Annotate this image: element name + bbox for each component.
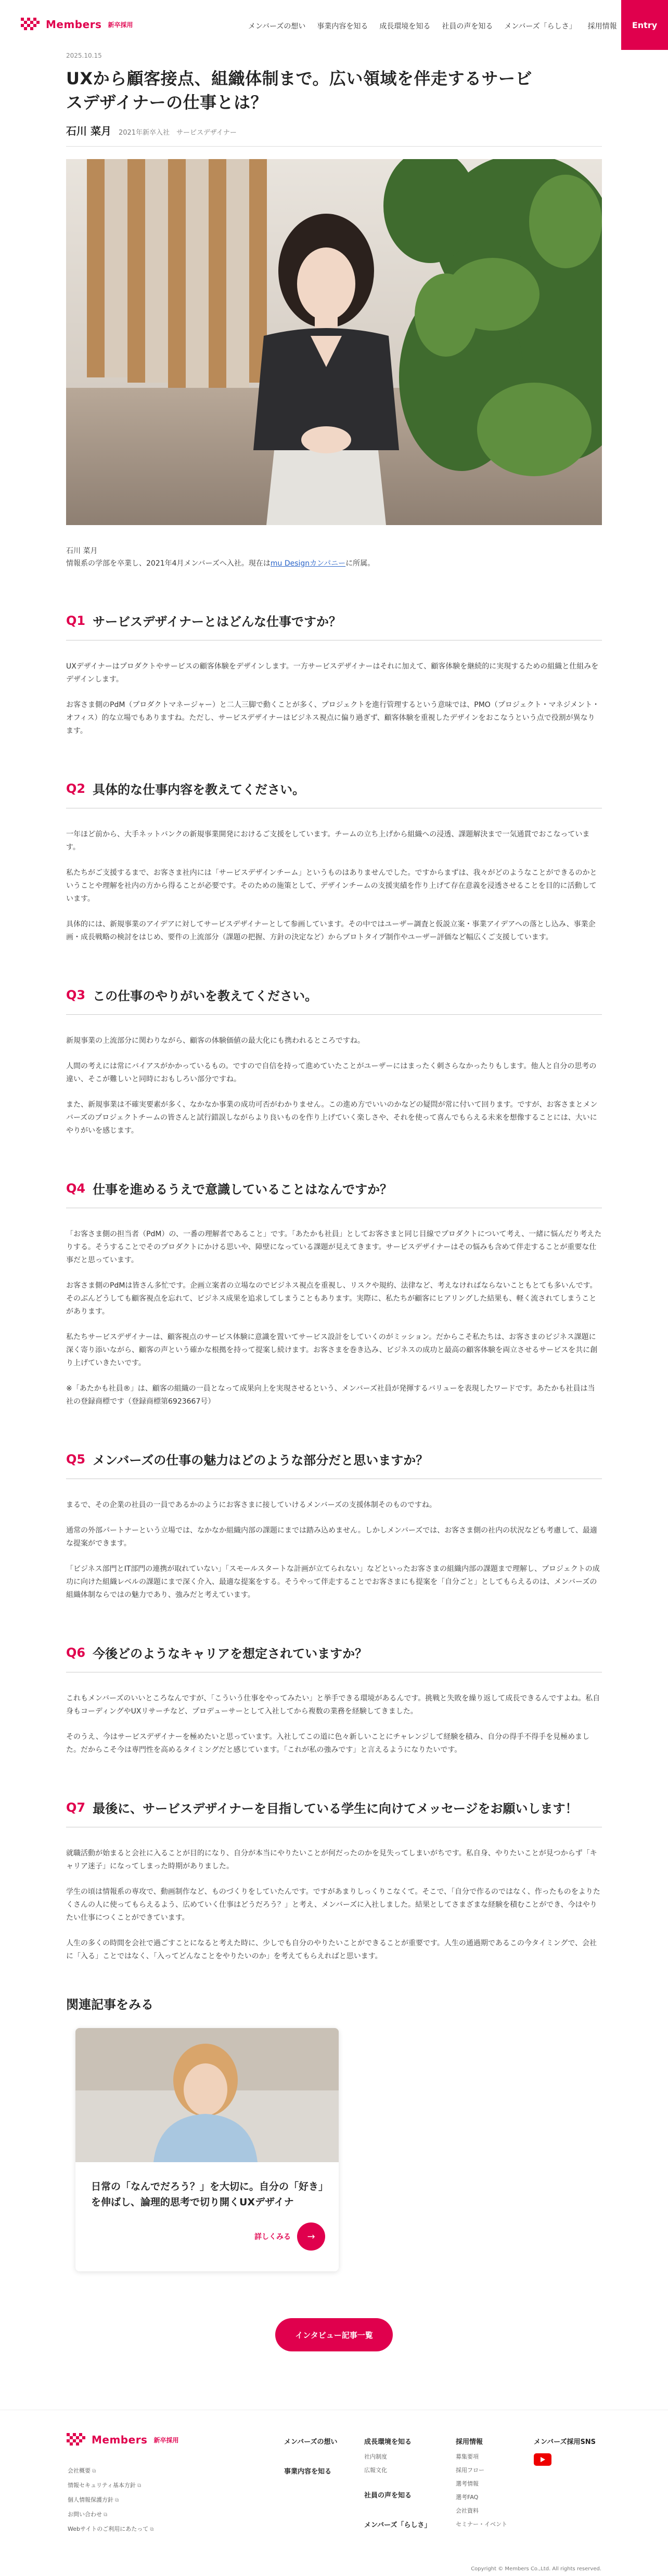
answer [66,828,602,944]
question-text: 具体的な仕事内容を教えてください。 [93,782,305,797]
footer-sublink[interactable]: セミナー・イベント [456,2521,507,2528]
footer-link-voices[interactable]: 社員の声を知る [364,2492,412,2500]
publish-date: 2025.10.15 [66,52,102,59]
footer-sublink[interactable]: 選考FAQ [456,2494,479,2501]
question-heading [66,1643,602,1672]
logo-subtext: 新卒採用 [108,21,133,29]
footer-links [68,2466,154,2533]
question-text: 最後に、サービスデザイナーを目指している学生に向けてメッセージをお願いします！ [93,1801,578,1816]
site-footer [0,2410,668,2576]
caption-text-before: 情報系の学部を卒業し、2021年4月メンバーズへ入社。現在は [66,559,271,568]
question-text: サービスデザイナーとはどんな仕事ですか？ [93,614,341,629]
read-more-label: 詳しくみる [254,2233,291,2241]
site-header [0,0,668,50]
nav-item-voices[interactable]: 社員の声を知る [442,22,493,31]
footer-logo-text: Members [92,2434,148,2446]
question-number: Q1 [66,613,86,628]
question-text: メンバーズの仕事の魅力はどのような部分だと思いますか？ [93,1453,429,1468]
footer-link-growth[interactable]: 成長環境を知る [364,2438,412,2446]
caption-bio [66,557,602,570]
question-heading [66,1798,602,1827]
answer-paragraph: 私たちサービスデザイナーは、顧客視点のサービス体験に意識を置いてサービス設計をしていくのがミッション。だからこそ私たちは、お客さまのビジネス課題に深く寄り添いながら、顧客の声という確かな根拠を持って提案し続けます。お客さまを巻き込み、ビジネスの成功と最高の顧客体験を両立させるサービスを共に創り上げていきたいです。 [66,1333,598,1367]
footer-link-privacy[interactable]: 個人情報保護方針 ⧉ [68,2495,154,2504]
nav-item-growth[interactable]: 成長環境を知る [379,22,431,31]
nav-item-culture[interactable]: メンバーズ「らしさ」 [504,22,576,31]
footer-link-culture[interactable]: メンバーズ「らしさ」 [364,2521,431,2529]
answer [66,1847,602,1963]
footer-sublinks [364,2452,431,2474]
caption-name: 石川 菜月 [66,547,98,555]
answer-paragraph: 一年ほど前から、大手ネットバンクの新規事業開発におけるご支援をしています。チームの立ち上げから組織への浸透、課題解決まで一気通貫でおこなっています。 [66,830,590,852]
answer-paragraph: 「お客さま側の担当者（PdM）の、一番の理解者であること」です。「あたかも社員」としてお客さまと同じ目線でプロダクトについて考え、一緒に悩んだり考えたりする。そうすることでそのプロダクトにかける思いや、障壁になっている課題が見えてきます。サービスデザイナーはその悩みも含めて伴走することが重要な仕事だと思っています。 [66,1230,602,1264]
qa-section-4 [66,1179,602,1408]
arrow-right-icon: → [297,2222,325,2251]
interview-list-button[interactable]: インタビュー記事一覧 [275,2318,393,2351]
nav-item-recruit[interactable]: 採用情報 [587,22,617,31]
footer-link-recruit[interactable]: 採用情報 [456,2438,483,2446]
hero-photo-illustration [66,159,602,525]
answer-paragraph: これもメンバーズのいいところなんですが、「こういう仕事をやってみたい」と挙手できる環境があるんです。挑戦と失敗を繰り返して成長できるんですよね。私自身もコーディングやUXリサーチなど、プロデューサーとして入社してから複数の業務を経験してきました。 [66,1694,600,1716]
caption-text-after: に所属。 [345,559,375,568]
footer-sublink[interactable]: 選考情報 [456,2480,479,2487]
youtube-icon[interactable] [534,2453,551,2466]
question-number: Q3 [66,987,86,1002]
author-name: 石川 菜月 [66,125,111,137]
answer [66,1499,602,1602]
members-logo-icon [67,2433,86,2447]
title-line-2: スデザイナーの仕事とは？ [66,93,268,112]
answer-paragraph: 人間の考えには常にバイアスがかかっているもの。ですので自信を持って進めていたことがユーザーにはまったく刺さらなかったりもします。他人と自分の思考の違い、そこが難しいと同時におもしろい部分ですね。 [66,1062,597,1083]
answer-paragraph: そのうえ、今はサービスデザイナーを極めたいと思っています。入社してこの道に色々新しいことにチャレンジして経験を積み、自分の得手不得手を見極めました。だからこそ今は専門性を高めるタイミングだと感じています。「これが私の強みです」と言えるようになりたいです。 [66,1733,590,1754]
hero-photo [66,159,602,525]
qa-section-1 [66,611,602,738]
question-heading [66,1179,602,1208]
footer-sublink[interactable]: 会社資料 [456,2507,479,2514]
footer-sns-title: メンバーズ採用SNS [534,2438,596,2446]
list-button-wrap [66,2318,602,2351]
answer-paragraph: 人生の多くの時間を会社で過ごすことになると考えた時に、少しでも自分のやりたいことができることが重要です。人生の通過期であるこの今タイミングで、会社に「入る」ことではなく、「入ってどんなことをやりたいのか」を考えてもらえればと思います。 [66,1939,597,1960]
answer-paragraph: 就職活動が始まると会社に入ることが目的になり、自分が本当にやりたいことが何だったのかを見失ってしまいがちです。私自身、やりたいことが見つからず「キャリア迷子」になってしまった時期がありました。 [66,1849,597,1871]
footer-col-1 [284,2436,337,2476]
footer-sublink[interactable]: 社内制度 [364,2453,387,2460]
qa-section-3 [66,986,602,1137]
answer-paragraph: UXデザイナーはプロダクトやサービスの顧客体験をデザインします。一方サービスデザイナーはそれに加えて、顧客体験を継続的に実現するための組織と仕組みをデザインします。 [66,662,599,684]
entry-button[interactable]: Entry [621,0,668,50]
footer-col-3 [456,2436,507,2528]
footer-link-terms[interactable]: Webサイトのご利用にあたって ⧉ [68,2525,154,2533]
logo-text: Members [46,18,102,31]
answer-paragraph: お客さま側のPdM（プロダクトマネージャー）と二人三脚で動くことが多く、プロジェクトを進行管理するという意味では、PMO（プロジェクト・マネジメント・オフィス）的な立場でもありますね。ただし、サービスデザイナーはビジネス視点に偏り過ぎず、顧客体験を重視したデザインをおこなうという点で役割が異なります。 [66,701,600,735]
question-number: Q4 [66,1181,86,1196]
answer [66,1035,602,1137]
footer-link-security[interactable]: 情報セキュリティ基本方針 ⧉ [68,2481,154,2489]
page-title [66,67,602,114]
question-text: 今後どのようなキャリアを想定されていますか？ [93,1646,368,1661]
question-heading [66,986,602,1015]
related-article-image [75,2028,339,2162]
question-heading [66,611,602,640]
answer-paragraph: 通常の外部パートナーという立場では、なかなか組織内部の課題にまでは踏み込めません。しかしメンバーズでは、お客さま側の社内の状況なども考慮して、最適な提案ができます。 [66,1526,597,1548]
answer-paragraph: お客さま側のPdMは皆さん多忙です。企画立案者の立場なのでビジネス視点を重視し、リスクや規約、法律など、考えなければならないこともとても多いんです。そのぶんどうしても顧客視点を忘れて、ビジネス成果を追求してしまうこともあります。実際に、私たちが顧客にヒアリングした結果も、軽く流されてしまうことがあります。 [66,1282,597,1316]
answer-paragraph: 具体的には、新規事業のアイデアに対してサービスデザイナーとして参画しています。その中ではユーザー調査と仮説立案・事業アイデアへの落とし込み、事業企画・成長戦略の検討をはじめ、要件の上流部分（課題の把握、方針の決定など）からプロトタイプ制作やユーザー評価など幅広くご支援しています。 [66,920,596,942]
answer [66,660,602,738]
footer-link-business[interactable]: 事業内容を知る [284,2468,332,2476]
footer-sublink[interactable]: 採用フロー [456,2467,484,2474]
author-meta: 2021年新卒入社 サービスデザイナー [118,129,237,137]
related-article-card[interactable] [75,2028,339,2271]
answer-paragraph: 「ビジネス部門とIT部門の連携が取れていない」「スモールスタートな計画が立てられない」などといったお客さまの組織内部の課題まで理解し、プロジェクトの成功に向けた組織レベルの課題にまで深く介入、最適な提案をする。そうやって伴走することでお客さまにも提案を「自分ごと」としてもらえるのは、メンバーズの組織体制ならではの魅力であり、強みだと考えています。 [66,1565,600,1599]
question-number: Q6 [66,1645,86,1660]
copyright: Copyright © Members Co.,Ltd. All rights reserved. [471,2566,601,2572]
related-photo-illustration [75,2028,339,2162]
footer-col-2 [364,2436,431,2529]
question-heading [66,779,602,808]
title-line-1: UXから顧客接点、組織体制まで。広い領域を伴走するサービ [66,69,533,88]
footer-logo[interactable] [67,2433,178,2447]
article [66,52,602,2351]
answer-paragraph: また、新規事業は不確実要素が多く、なかなか事業の成功可否がわかりません。この進め方でいいのかなどの疑問が常に付いて回ります。ですが、お客さまとメンバーズのプロジェクトチームの皆さんと試行錯誤しながらより良いものを作り上げていく楽しさや、それを使って喜んでもらえる未来を想像することには、大いにやりがいを感じます。 [66,1101,598,1135]
site-logo[interactable] [21,18,133,31]
answer [66,1692,602,1757]
answer-paragraph: まるで、その企業の社員の一員であるかのようにお客さまに接していけるメンバーズの支援体制そのものですね。 [66,1501,436,1509]
footer-col-4 [534,2436,596,2466]
company-link[interactable]: mu Designカンパニー [270,559,346,568]
question-text: この仕事のやりがいを教えてください。 [93,989,318,1003]
footer-logo-subtext: 新卒採用 [153,2436,179,2444]
qa-section-5 [66,1450,602,1602]
footer-link-contact[interactable]: お問い合わせ ⧉ [68,2510,154,2518]
footer-sublinks [456,2452,507,2528]
qa-section-7 [66,1798,602,1963]
related-articles-title: 関連記事をみる [66,1997,153,2012]
question-number: Q5 [66,1452,86,1467]
question-heading [66,1450,602,1479]
trademark-note: ※「あたかも社員®」は、顧客の組織の一員となって成果向上を実現させるという、メンバーズ社員が発揮するバリューを表現したワードです。あたかも社員は当社の登録商標です（登録商標第6923667号） [66,1384,595,1406]
global-nav [248,21,617,31]
qa-section-2 [66,779,602,944]
answer-paragraph: 新規事業の上流部分に関わりながら、顧客の体験価値の最大化にも携われるところですね。 [66,1037,365,1045]
profile-caption [66,545,602,570]
footer-link-philosophy[interactable]: メンバーズの想い [284,2438,338,2446]
question-number: Q2 [66,781,86,796]
nav-item-business[interactable]: 事業内容を知る [317,22,368,31]
qa-section-6 [66,1643,602,1757]
play-icon [539,2456,546,2463]
footer-sublink[interactable]: 広報文化 [364,2467,387,2474]
question-text: 仕事を進めるうえで意識していることはなんですか？ [93,1182,393,1197]
answer-paragraph: 私たちがご支援するまで、お客さま社内には「サービスデザインチーム」というものはありませんでした。ですからまずは、我々がどのようなことができるのかということや理解を社内の方から得ることが必要です。そのための施策として、デザインチームの支援実績を作り上げて存在意義を浸透させることを目的に活動しています。 [66,869,597,903]
footer-link-company[interactable]: 会社概要 ⧉ [68,2466,154,2475]
author-row [66,123,602,147]
members-logo-icon [21,18,41,31]
footer-sublink[interactable]: 募集要項 [456,2453,479,2460]
answer [66,1228,602,1408]
read-more[interactable] [254,2222,325,2251]
answer-paragraph: 学生の頃は情報系の専攻で、動画制作など、ものづくりをしていたんです。ですがあまりしっくりこなくて。そこで、「自分で作るのではなく、作ったものをよりたくさんの人に使ってもらえるよう、広めていく仕事はどうだろう？」と考え、メンバーズに入社しました。結果としてさまざまな経験を積むことができ、今はやりたい仕事につくことができています。 [66,1888,600,1922]
question-number: Q7 [66,1800,86,1815]
nav-item-philosophy[interactable]: メンバーズの想い [248,22,306,31]
related-article-title: 日常の「なんでだろう？」を大切に。自分の「好き」を伸ばし、論理的思考で切り開くUXデザイナ [91,2181,324,2208]
